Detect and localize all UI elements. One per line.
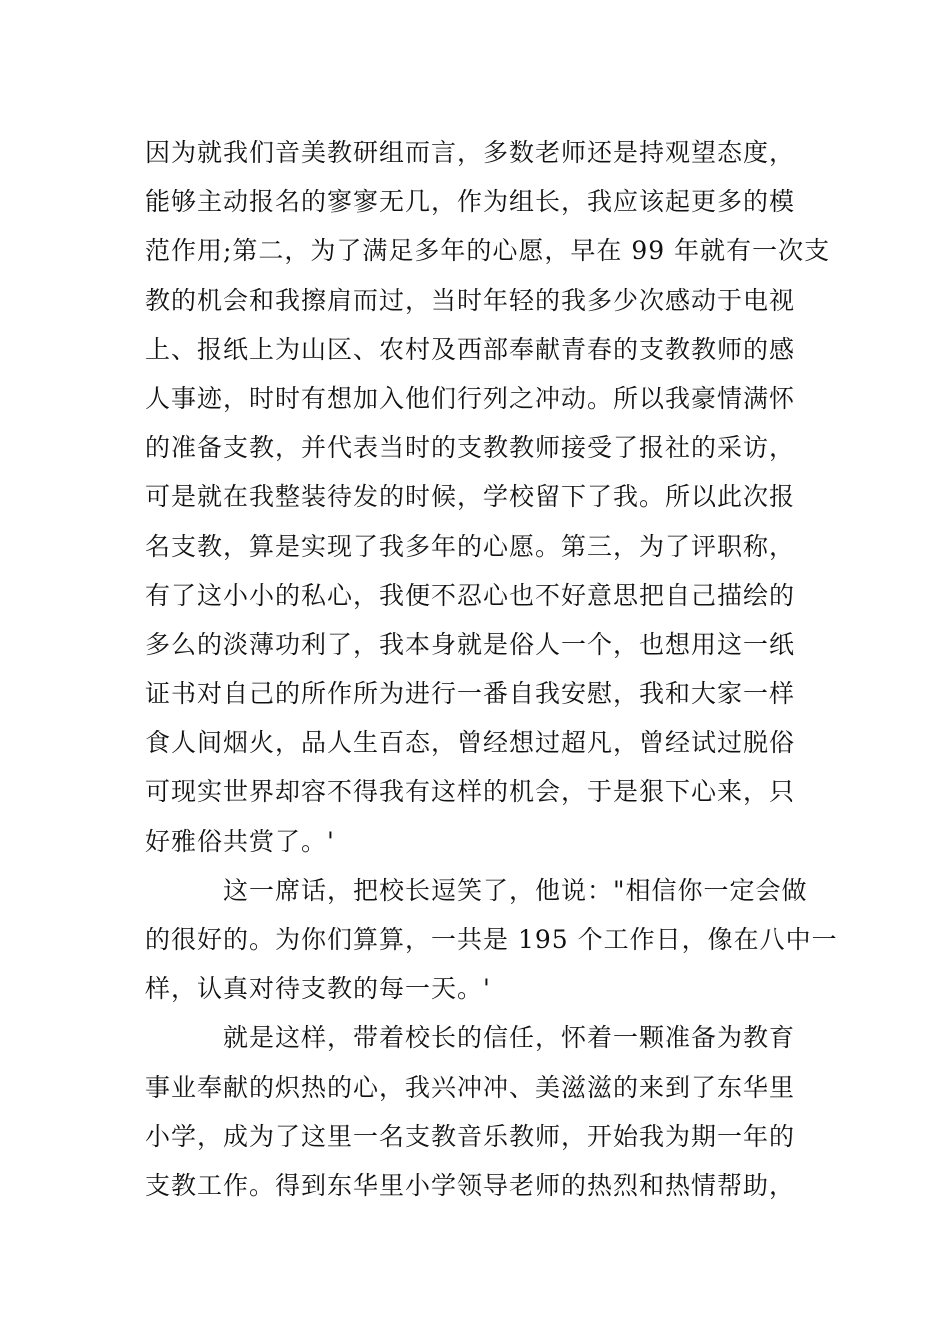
text-line: 样，认真对待支教的每一天。': [145, 974, 491, 1004]
text-line: 上、报纸上为山区、农村及西部奉献青春的支教教师的感: [145, 334, 796, 364]
paragraph-first-line: 就是这样，带着校长的信任，怀着一颗准备为教育: [223, 1023, 796, 1053]
text-line: 多么的淡薄功利了，我本身就是俗人一个，也想用这一纸: [145, 629, 796, 659]
text-line: 教的机会和我擦肩而过，当时年轻的我多少次感动于电视: [145, 285, 796, 315]
text-line: 的很好的。为你们算算，一共是 195 个工作日，像在八中一: [145, 925, 838, 954]
text-line: 事业奉献的炽热的心，我兴冲冲、美滋滋的来到了东华里: [145, 1072, 796, 1102]
text-line: 的准备支教，并代表当时的支教教师接受了报社的采访，: [145, 433, 796, 463]
text-line: 好雅俗共赏了。': [145, 826, 335, 856]
text-line: 有了这小小的私心，我便不忍心也不好意思把自己描绘的: [145, 580, 796, 610]
text-line: 人事迹，时时有想加入他们行列之冲动。所以我豪情满怀: [145, 383, 796, 413]
text-line: 可现实世界却容不得我有这样的机会，于是狠下心来，只: [145, 777, 796, 807]
text-line: 小学，成为了这里一名支教音乐教师，开始我为期一年的: [145, 1121, 796, 1151]
body-text: [145, 128, 838, 1210]
text-line: 支教工作。得到东华里小学领导老师的热烈和热情帮助，: [145, 1170, 796, 1200]
text-line: 证书对自己的所作所为进行一番自我安慰，我和大家一样: [145, 679, 796, 709]
text-line: 名支教，算是实现了我多年的心愿。第三，为了评职称，: [145, 531, 796, 561]
paragraph-first-line: 这一席话，把校长逗笑了，他说："相信你一定会做: [223, 875, 808, 905]
text-line: 可是就在我整装待发的时候，学校留下了我。所以此次报: [145, 482, 796, 512]
text-line: 范作用;第二，为了满足多年的心愿，早在 99 年就有一次支: [145, 236, 831, 266]
text-line: 因为就我们音美教研组而言，多数老师还是持观望态度，: [145, 138, 796, 167]
text-line: 能够主动报名的寥寥无几，作为组长，我应该起更多的模: [145, 187, 796, 217]
text-line: 食人间烟火，品人生百态，曾经想过超凡，曾经试过脱俗: [145, 728, 796, 758]
